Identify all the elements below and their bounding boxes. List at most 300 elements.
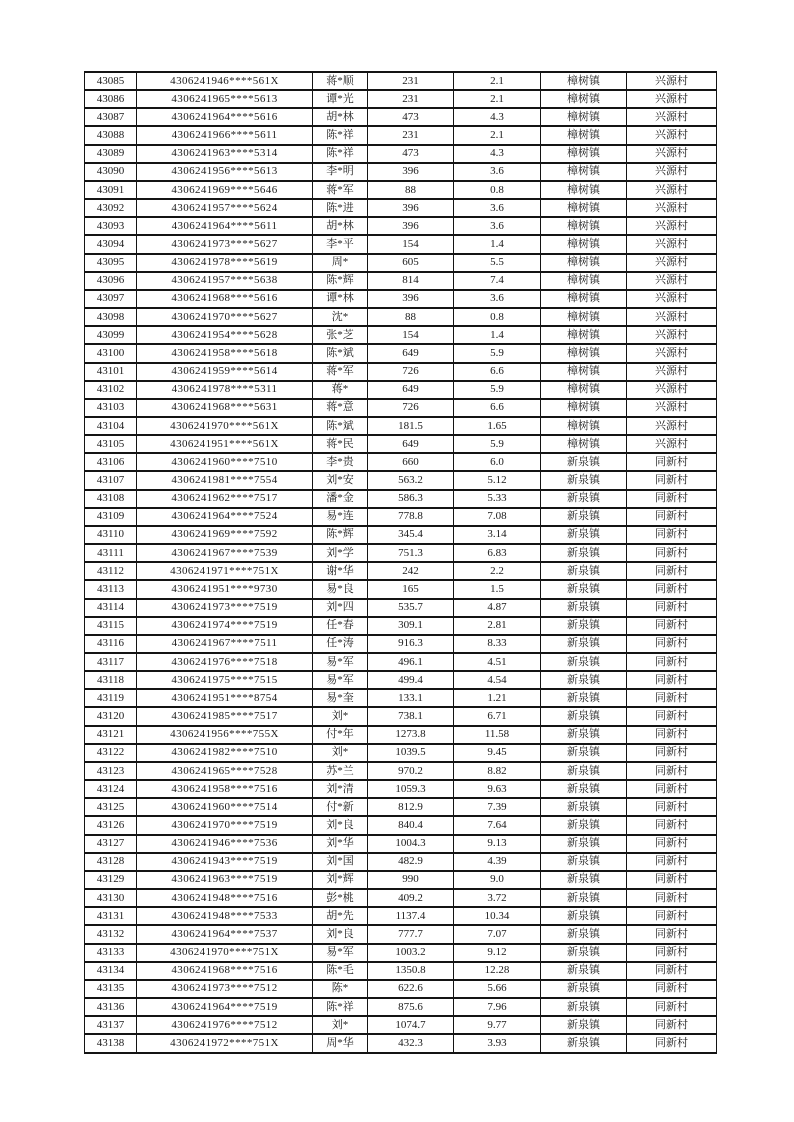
cell-village: 兴源村	[627, 326, 717, 344]
cell-serial-number: 43133	[85, 944, 137, 962]
cell-name: 陈*斌	[313, 344, 368, 362]
cell-town: 樟树镇	[541, 90, 627, 108]
cell-area: 12.28	[454, 962, 541, 980]
cell-serial-number: 43111	[85, 544, 137, 562]
cell-masked-id-number: 4306241968****5616	[137, 290, 313, 308]
table-row	[85, 689, 717, 707]
cell-town: 新泉镇	[541, 816, 627, 834]
cell-village: 兴源村	[627, 90, 717, 108]
cell-serial-number: 43092	[85, 199, 137, 217]
cell-town: 新泉镇	[541, 889, 627, 907]
cell-area: 7.4	[454, 272, 541, 290]
cell-amount: 1039.5	[368, 744, 454, 762]
cell-area: 3.6	[454, 163, 541, 181]
cell-name: 彭*桃	[313, 889, 368, 907]
cell-amount: 473	[368, 108, 454, 126]
cell-village: 兴源村	[627, 344, 717, 362]
cell-masked-id-number: 4306241972****751X	[137, 1034, 313, 1053]
cell-area: 0.8	[454, 181, 541, 199]
cell-town: 樟树镇	[541, 399, 627, 417]
cell-name: 陈*进	[313, 199, 368, 217]
cell-town: 樟树镇	[541, 363, 627, 381]
cell-serial-number: 43087	[85, 108, 137, 126]
cell-village: 兴源村	[627, 417, 717, 435]
cell-town: 新泉镇	[541, 925, 627, 943]
cell-serial-number: 43131	[85, 907, 137, 925]
cell-name: 陈*祥	[313, 145, 368, 163]
cell-area: 4.87	[454, 599, 541, 617]
cell-serial-number: 43089	[85, 145, 137, 163]
cell-name: 易*军	[313, 671, 368, 689]
cell-serial-number: 43109	[85, 508, 137, 526]
cell-serial-number: 43086	[85, 90, 137, 108]
table-row	[85, 453, 717, 471]
table-row	[85, 381, 717, 399]
cell-area: 7.64	[454, 816, 541, 834]
cell-village: 同新村	[627, 599, 717, 617]
cell-name: 李*平	[313, 235, 368, 253]
cell-masked-id-number: 4306241951****9730	[137, 580, 313, 598]
cell-area: 4.39	[454, 853, 541, 871]
table-row	[85, 617, 717, 635]
cell-village: 同新村	[627, 726, 717, 744]
cell-area: 3.93	[454, 1034, 541, 1053]
cell-town: 樟树镇	[541, 108, 627, 126]
cell-village: 兴源村	[627, 217, 717, 235]
cell-masked-id-number: 4306241975****7515	[137, 671, 313, 689]
cell-area: 5.33	[454, 490, 541, 508]
cell-area: 5.5	[454, 254, 541, 272]
cell-name: 刘*	[313, 707, 368, 725]
cell-serial-number: 43123	[85, 762, 137, 780]
table-row	[85, 635, 717, 653]
cell-village: 同新村	[627, 980, 717, 998]
table-row	[85, 798, 717, 816]
cell-serial-number: 43127	[85, 835, 137, 853]
cell-serial-number: 43132	[85, 925, 137, 943]
cell-amount: 751.3	[368, 544, 454, 562]
cell-serial-number: 43136	[85, 998, 137, 1016]
cell-amount: 1350.8	[368, 962, 454, 980]
cell-name: 刘*良	[313, 925, 368, 943]
cell-town: 新泉镇	[541, 1016, 627, 1034]
cell-town: 新泉镇	[541, 853, 627, 871]
cell-serial-number: 43108	[85, 490, 137, 508]
table-row	[85, 744, 717, 762]
cell-town: 新泉镇	[541, 798, 627, 816]
cell-amount: 482.9	[368, 853, 454, 871]
cell-masked-id-number: 4306241965****5613	[137, 90, 313, 108]
cell-masked-id-number: 4306241970****561X	[137, 417, 313, 435]
cell-masked-id-number: 4306241963****7519	[137, 871, 313, 889]
table-row	[85, 199, 717, 217]
cell-village: 兴源村	[627, 72, 717, 90]
table-row	[85, 217, 717, 235]
cell-amount: 1004.3	[368, 835, 454, 853]
cell-masked-id-number: 4306241969****5646	[137, 181, 313, 199]
cell-serial-number: 43104	[85, 417, 137, 435]
cell-area: 3.14	[454, 526, 541, 544]
table-row	[85, 435, 717, 453]
cell-masked-id-number: 4306241960****7514	[137, 798, 313, 816]
cell-masked-id-number: 4306241964****5611	[137, 217, 313, 235]
cell-area: 3.6	[454, 217, 541, 235]
cell-serial-number: 43112	[85, 562, 137, 580]
cell-serial-number: 43105	[85, 435, 137, 453]
cell-name: 刘*安	[313, 471, 368, 489]
cell-masked-id-number: 4306241974****7519	[137, 617, 313, 635]
cell-name: 易*军	[313, 653, 368, 671]
table-row	[85, 471, 717, 489]
cell-town: 樟树镇	[541, 145, 627, 163]
cell-masked-id-number: 4306241957****5624	[137, 199, 313, 217]
cell-serial-number: 43107	[85, 471, 137, 489]
cell-serial-number: 43095	[85, 254, 137, 272]
table-row	[85, 90, 717, 108]
cell-serial-number: 43096	[85, 272, 137, 290]
cell-area: 2.1	[454, 72, 541, 90]
cell-amount: 396	[368, 199, 454, 217]
table-row	[85, 417, 717, 435]
cell-serial-number: 43121	[85, 726, 137, 744]
cell-amount: 970.2	[368, 762, 454, 780]
cell-amount: 396	[368, 217, 454, 235]
cell-amount: 496.1	[368, 653, 454, 671]
cell-masked-id-number: 4306241978****5311	[137, 381, 313, 399]
cell-amount: 916.3	[368, 635, 454, 653]
cell-name: 谢*华	[313, 562, 368, 580]
cell-amount: 649	[368, 344, 454, 362]
cell-area: 9.0	[454, 871, 541, 889]
cell-town: 新泉镇	[541, 907, 627, 925]
table-row	[85, 72, 717, 90]
cell-area: 11.58	[454, 726, 541, 744]
cell-serial-number: 43113	[85, 580, 137, 598]
cell-village: 兴源村	[627, 308, 717, 326]
table-row	[85, 889, 717, 907]
cell-town: 新泉镇	[541, 562, 627, 580]
cell-village: 同新村	[627, 671, 717, 689]
cell-serial-number: 43115	[85, 617, 137, 635]
cell-town: 樟树镇	[541, 199, 627, 217]
cell-village: 同新村	[627, 780, 717, 798]
cell-town: 樟树镇	[541, 272, 627, 290]
cell-area: 8.33	[454, 635, 541, 653]
cell-village: 兴源村	[627, 108, 717, 126]
cell-village: 同新村	[627, 762, 717, 780]
cell-village: 同新村	[627, 453, 717, 471]
cell-area: 2.2	[454, 562, 541, 580]
table-row	[85, 925, 717, 943]
cell-amount: 726	[368, 399, 454, 417]
table-row	[85, 780, 717, 798]
cell-serial-number: 43122	[85, 744, 137, 762]
cell-village: 同新村	[627, 562, 717, 580]
cell-amount: 622.6	[368, 980, 454, 998]
cell-village: 兴源村	[627, 399, 717, 417]
cell-town: 新泉镇	[541, 707, 627, 725]
cell-area: 9.63	[454, 780, 541, 798]
cell-masked-id-number: 4306241962****7517	[137, 490, 313, 508]
table-row	[85, 508, 717, 526]
cell-village: 兴源村	[627, 145, 717, 163]
cell-village: 兴源村	[627, 163, 717, 181]
cell-serial-number: 43117	[85, 653, 137, 671]
cell-town: 新泉镇	[541, 490, 627, 508]
cell-village: 同新村	[627, 744, 717, 762]
cell-name: 陈*辉	[313, 526, 368, 544]
cell-name: 刘*清	[313, 780, 368, 798]
cell-masked-id-number: 4306241957****5638	[137, 272, 313, 290]
cell-town: 樟树镇	[541, 344, 627, 362]
cell-town: 新泉镇	[541, 671, 627, 689]
cell-amount: 345.4	[368, 526, 454, 544]
cell-serial-number: 43101	[85, 363, 137, 381]
cell-name: 陈*毛	[313, 962, 368, 980]
cell-amount: 309.1	[368, 617, 454, 635]
cell-area: 7.96	[454, 998, 541, 1016]
cell-area: 6.71	[454, 707, 541, 725]
cell-amount: 409.2	[368, 889, 454, 907]
cell-town: 新泉镇	[541, 635, 627, 653]
table-row	[85, 653, 717, 671]
cell-name: 谭*光	[313, 90, 368, 108]
cell-amount: 535.7	[368, 599, 454, 617]
cell-town: 新泉镇	[541, 689, 627, 707]
cell-amount: 133.1	[368, 689, 454, 707]
cell-serial-number: 43091	[85, 181, 137, 199]
cell-masked-id-number: 4306241967****7511	[137, 635, 313, 653]
table-row	[85, 726, 717, 744]
cell-town: 樟树镇	[541, 435, 627, 453]
cell-serial-number: 43124	[85, 780, 137, 798]
cell-amount: 778.8	[368, 508, 454, 526]
cell-town: 新泉镇	[541, 744, 627, 762]
cell-serial-number: 43126	[85, 816, 137, 834]
cell-serial-number: 43116	[85, 635, 137, 653]
cell-town: 新泉镇	[541, 653, 627, 671]
cell-name: 潘*金	[313, 490, 368, 508]
cell-name: 蒋*顺	[313, 72, 368, 90]
table-row	[85, 580, 717, 598]
table-row	[85, 326, 717, 344]
cell-name: 易*连	[313, 508, 368, 526]
cell-name: 蒋*	[313, 381, 368, 399]
table-row	[85, 762, 717, 780]
cell-area: 4.54	[454, 671, 541, 689]
cell-town: 新泉镇	[541, 980, 627, 998]
cell-masked-id-number: 4306241958****7516	[137, 780, 313, 798]
cell-masked-id-number: 4306241970****5627	[137, 308, 313, 326]
cell-serial-number: 43102	[85, 381, 137, 399]
cell-town: 新泉镇	[541, 453, 627, 471]
cell-village: 同新村	[627, 1016, 717, 1034]
cell-amount: 563.2	[368, 471, 454, 489]
cell-serial-number: 43099	[85, 326, 137, 344]
cell-amount: 231	[368, 90, 454, 108]
cell-village: 同新村	[627, 835, 717, 853]
cell-amount: 1003.2	[368, 944, 454, 962]
table-row	[85, 526, 717, 544]
cell-serial-number: 43103	[85, 399, 137, 417]
cell-town: 新泉镇	[541, 471, 627, 489]
cell-name: 陈*辉	[313, 272, 368, 290]
cell-masked-id-number: 4306241978****5619	[137, 254, 313, 272]
cell-amount: 605	[368, 254, 454, 272]
table-row	[85, 181, 717, 199]
cell-village: 同新村	[627, 508, 717, 526]
cell-town: 新泉镇	[541, 580, 627, 598]
cell-town: 新泉镇	[541, 1034, 627, 1053]
cell-village: 同新村	[627, 962, 717, 980]
cell-masked-id-number: 4306241968****7516	[137, 962, 313, 980]
cell-masked-id-number: 4306241956****755X	[137, 726, 313, 744]
cell-name: 刘*华	[313, 835, 368, 853]
cell-town: 樟树镇	[541, 181, 627, 199]
cell-name: 陈*祥	[313, 998, 368, 1016]
cell-area: 2.1	[454, 126, 541, 144]
cell-serial-number: 43119	[85, 689, 137, 707]
cell-name: 刘*良	[313, 816, 368, 834]
cell-amount: 649	[368, 435, 454, 453]
table-container	[84, 71, 717, 1054]
cell-village: 同新村	[627, 907, 717, 925]
cell-amount: 242	[368, 562, 454, 580]
cell-area: 6.6	[454, 399, 541, 417]
cell-name: 陈*斌	[313, 417, 368, 435]
cell-masked-id-number: 4306241948****7516	[137, 889, 313, 907]
cell-town: 新泉镇	[541, 835, 627, 853]
cell-serial-number: 43110	[85, 526, 137, 544]
cell-amount: 473	[368, 145, 454, 163]
cell-name: 陈*祥	[313, 126, 368, 144]
cell-masked-id-number: 4306241951****561X	[137, 435, 313, 453]
cell-serial-number: 43098	[85, 308, 137, 326]
cell-amount: 396	[368, 290, 454, 308]
cell-area: 3.6	[454, 290, 541, 308]
table-row	[85, 907, 717, 925]
cell-village: 同新村	[627, 816, 717, 834]
cell-area: 5.12	[454, 471, 541, 489]
cell-name: 刘*辉	[313, 871, 368, 889]
cell-area: 6.83	[454, 544, 541, 562]
cell-area: 5.9	[454, 435, 541, 453]
cell-amount: 88	[368, 181, 454, 199]
cell-village: 同新村	[627, 580, 717, 598]
cell-village: 同新村	[627, 707, 717, 725]
cell-serial-number: 43093	[85, 217, 137, 235]
cell-masked-id-number: 4306241973****5627	[137, 235, 313, 253]
cell-amount: 1059.3	[368, 780, 454, 798]
table-row	[85, 944, 717, 962]
cell-masked-id-number: 4306241985****7517	[137, 707, 313, 725]
cell-area: 7.39	[454, 798, 541, 816]
cell-name: 李*明	[313, 163, 368, 181]
table-row	[85, 707, 717, 725]
cell-town: 新泉镇	[541, 726, 627, 744]
cell-village: 兴源村	[627, 254, 717, 272]
cell-amount: 231	[368, 126, 454, 144]
cell-masked-id-number: 4306241948****7533	[137, 907, 313, 925]
cell-town: 新泉镇	[541, 871, 627, 889]
cell-serial-number: 43088	[85, 126, 137, 144]
cell-masked-id-number: 4306241959****5614	[137, 363, 313, 381]
cell-serial-number: 43090	[85, 163, 137, 181]
cell-masked-id-number: 4306241960****7510	[137, 453, 313, 471]
cell-amount: 726	[368, 363, 454, 381]
cell-name: 谭*林	[313, 290, 368, 308]
cell-masked-id-number: 4306241946****7536	[137, 835, 313, 853]
cell-village: 同新村	[627, 853, 717, 871]
table-row	[85, 853, 717, 871]
cell-area: 9.12	[454, 944, 541, 962]
cell-serial-number: 43114	[85, 599, 137, 617]
cell-area: 7.07	[454, 925, 541, 943]
cell-area: 9.45	[454, 744, 541, 762]
cell-village: 兴源村	[627, 381, 717, 399]
cell-area: 6.0	[454, 453, 541, 471]
cell-town: 樟树镇	[541, 381, 627, 399]
cell-village: 同新村	[627, 871, 717, 889]
cell-serial-number: 43094	[85, 235, 137, 253]
cell-name: 沈*	[313, 308, 368, 326]
cell-serial-number: 43125	[85, 798, 137, 816]
cell-masked-id-number: 4306241963****5314	[137, 145, 313, 163]
cell-area: 9.77	[454, 1016, 541, 1034]
cell-village: 同新村	[627, 1034, 717, 1053]
table-row	[85, 272, 717, 290]
cell-masked-id-number: 4306241969****7592	[137, 526, 313, 544]
cell-name: 蒋*军	[313, 181, 368, 199]
cell-name: 易*奎	[313, 689, 368, 707]
cell-serial-number: 43134	[85, 962, 137, 980]
cell-town: 新泉镇	[541, 944, 627, 962]
cell-amount: 88	[368, 308, 454, 326]
cell-town: 樟树镇	[541, 72, 627, 90]
cell-masked-id-number: 4306241973****7512	[137, 980, 313, 998]
cell-amount: 990	[368, 871, 454, 889]
cell-name: 胡*先	[313, 907, 368, 925]
cell-area: 2.1	[454, 90, 541, 108]
cell-village: 兴源村	[627, 290, 717, 308]
cell-village: 同新村	[627, 998, 717, 1016]
table-row	[85, 980, 717, 998]
cell-serial-number: 43128	[85, 853, 137, 871]
cell-masked-id-number: 4306241964****7524	[137, 508, 313, 526]
table-row	[85, 344, 717, 362]
table-row	[85, 254, 717, 272]
cell-area: 5.9	[454, 344, 541, 362]
cell-serial-number: 43106	[85, 453, 137, 471]
cell-serial-number: 43100	[85, 344, 137, 362]
cell-amount: 777.7	[368, 925, 454, 943]
cell-town: 新泉镇	[541, 544, 627, 562]
cell-town: 樟树镇	[541, 217, 627, 235]
cell-village: 同新村	[627, 526, 717, 544]
cell-village: 兴源村	[627, 272, 717, 290]
cell-area: 4.3	[454, 145, 541, 163]
cell-name: 易*军	[313, 944, 368, 962]
cell-town: 樟树镇	[541, 235, 627, 253]
cell-masked-id-number: 4306241958****5618	[137, 344, 313, 362]
cell-serial-number: 43118	[85, 671, 137, 689]
table-row	[85, 399, 717, 417]
cell-amount: 181.5	[368, 417, 454, 435]
cell-masked-id-number: 4306241970****7519	[137, 816, 313, 834]
cell-amount: 875.6	[368, 998, 454, 1016]
cell-village: 同新村	[627, 944, 717, 962]
table-row	[85, 998, 717, 1016]
